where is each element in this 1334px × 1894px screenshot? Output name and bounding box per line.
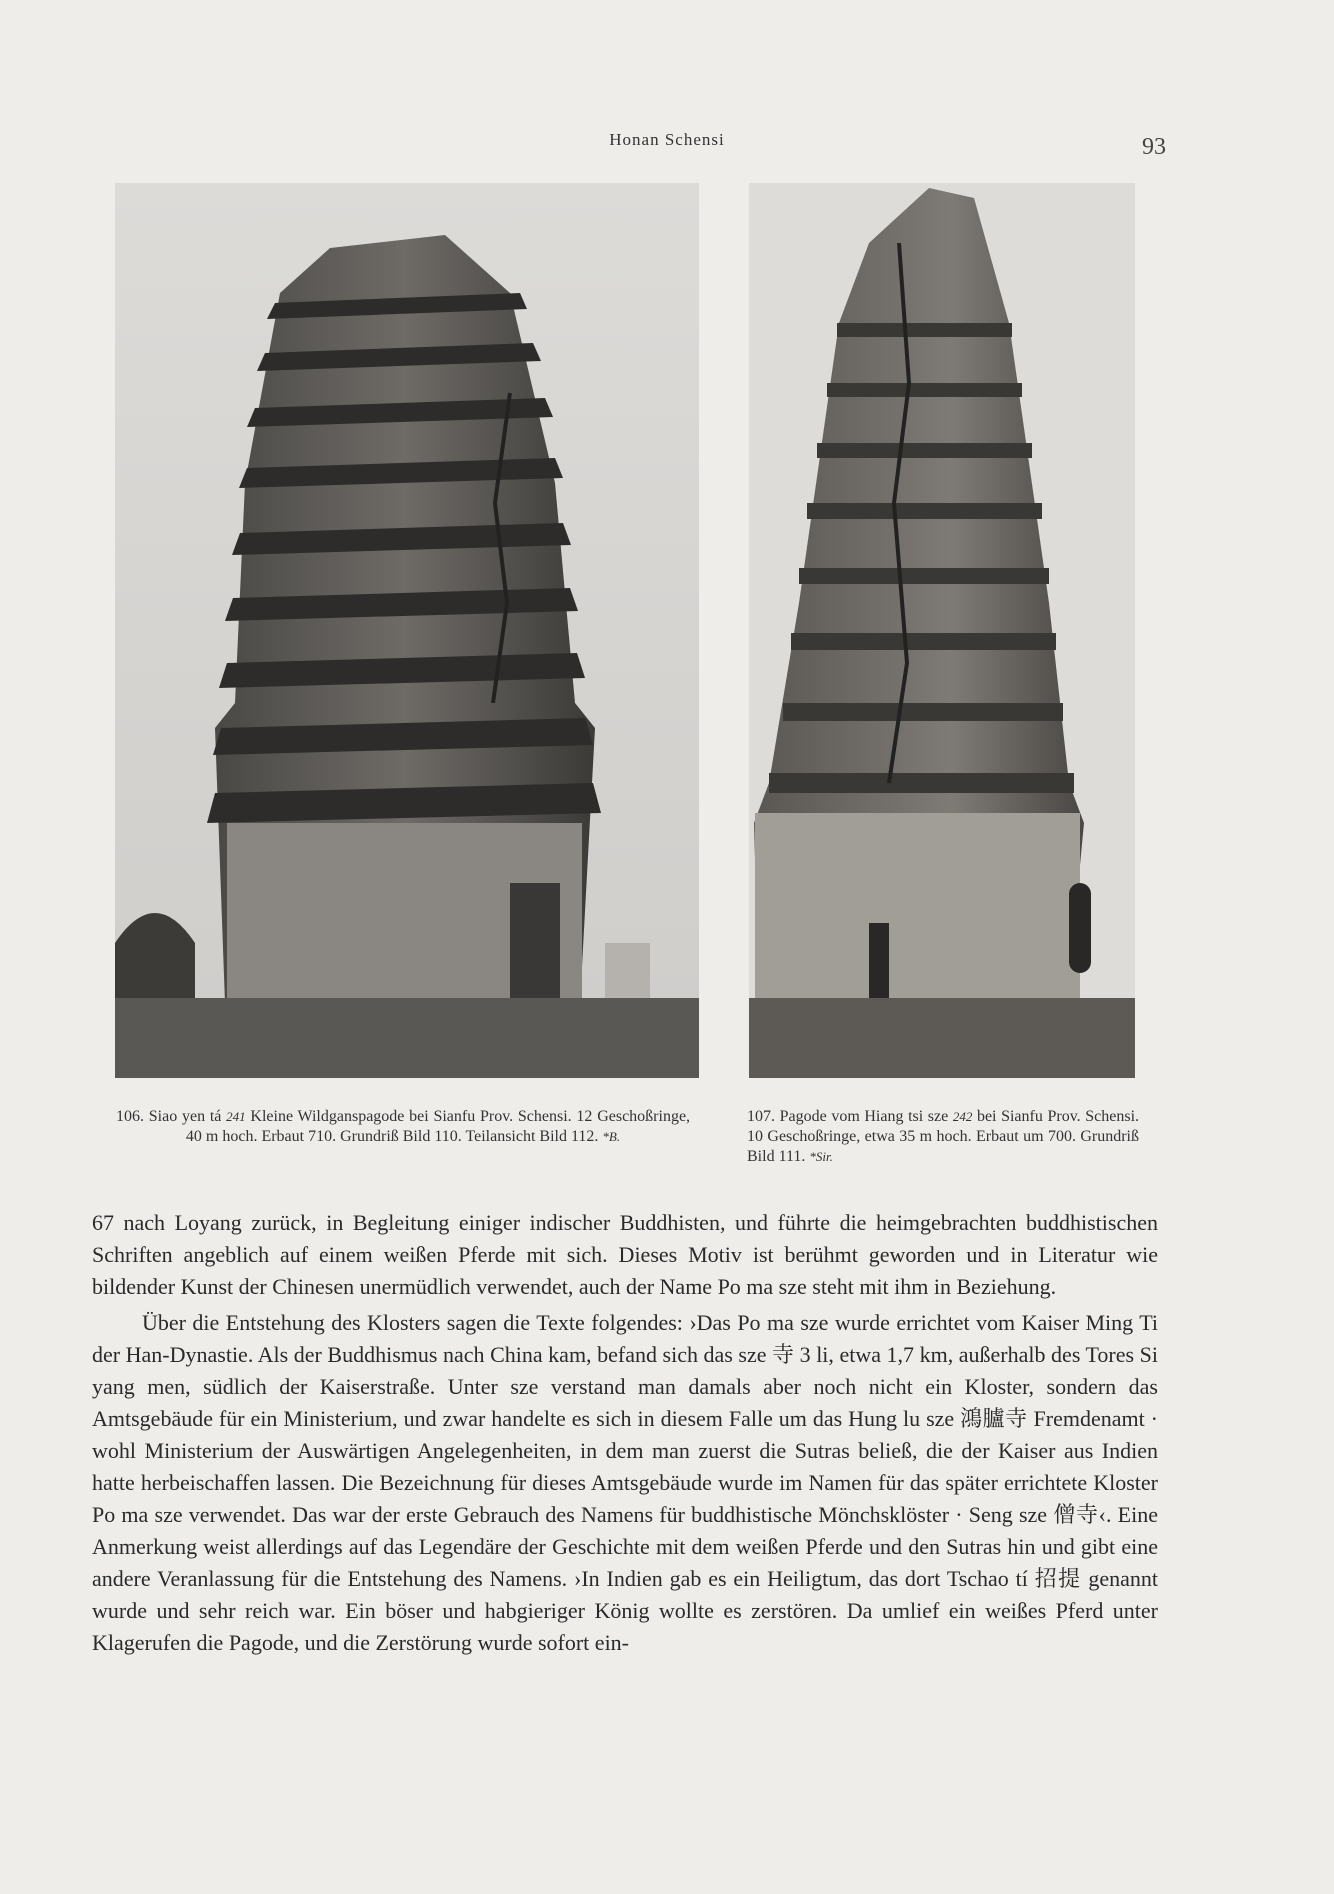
figure-caption-text: Pagode vom Hiang tsi sze (779, 1108, 949, 1125)
figure-reference: 241 (226, 1109, 246, 1124)
figure-caption-rest: Kleine Wildganspagode bei Sianfu Prov. Schensi. 12 Geschoßringe, 40 m hoch. Erbaut 710. Grundriß Bild 110. Teilansicht Bild 112. (185, 1108, 691, 1145)
paragraph-1: 67 nach Loyang zurück, in Begleitung einiger indischer Buddhisten, und führte die heimgebrachten buddhistischen Schriften angeblich auf einem weißen Pferde mit sich. Dieses Motiv ist berühmt geworden und in Literatur wie bildender Kunst der Chinesen unermüdlich verwendet, auch der Name Po ma sze steht mit ihm in Beziehung. (92, 1210, 1158, 1299)
figure-reference: 242 (952, 1109, 973, 1124)
photo-hiang-tsi-sze-pagoda (749, 183, 1135, 1078)
figure-source: *Sir. (809, 1149, 833, 1164)
page-number: 93 (1142, 134, 1166, 160)
figure-number: 107. (747, 1108, 775, 1125)
pagoda-106-illustration (115, 183, 699, 1078)
photo-small-wild-goose-pagoda (115, 183, 699, 1078)
figure-number: 106. (116, 1108, 144, 1125)
figure-caption-107 (747, 1107, 1139, 1167)
running-head: Honan Schensi (609, 130, 725, 149)
figure-source: *B. (602, 1129, 621, 1144)
figure-caption-rest: bei Sianfu Prov. Schensi. 10 Geschoßringe, etwa 35 m hoch. Erbaut um 700. Grundriß Bild 111. (747, 1108, 1140, 1165)
paragraph-2: Über die Entstehung des Klosters sagen die Texte folgendes: ›Das Po ma sze wurde errichtet vom Kaiser Ming Ti der Han-Dynastie. Als der Buddhismus nach China kam, befand sich das sze 寺 3 li, etwa 1,7 km, außerhalb des Tores Si yang men, südlich der Kaiserstraße. Unter sze verstand man damals aber noch nicht ein Kloster, sondern das Amtsgebäude für ein Ministerium, und zwar handelte es sich in diesem Falle um das Hung lu sze 鴻臚寺 Fremdenamt · wohl Ministerium der Auswärtigen Angelegenheiten, in dem man zuerst die Sutras beließ, die der Kaiser aus Indien hatte herbeischaffen lassen. Die Bezeichnung für dieses Amtsgebäude wurde im Namen für das später errichtete Kloster Po ma sze verwendet. Das war der erste Gebrauch des Namens für buddhistische Mönchsklöster · Seng sze 僧寺‹. Eine Anmerkung weist allerdings auf das Legendäre der Geschichte mit dem weißen Pferde und den Sutras hin und gibt eine andere Veranlassung für die Entstehung des Namens. ›In Indien gab es ein Heiligtum, das dort Tschao tí 招提 genannt wurde und sehr reich war. Ein böser und habgieriger König wollte es zerstören. Da umlief ein weißes Pferd unter Klagerufen die Pagode, und die Zerstörung wurde sofort ein- (92, 1310, 1158, 1655)
pagoda-107-illustration (749, 183, 1135, 1078)
figure-caption-text: Siao yen tá (148, 1108, 222, 1125)
body-text (92, 1207, 1158, 1659)
figure-caption-106 (116, 1107, 690, 1147)
